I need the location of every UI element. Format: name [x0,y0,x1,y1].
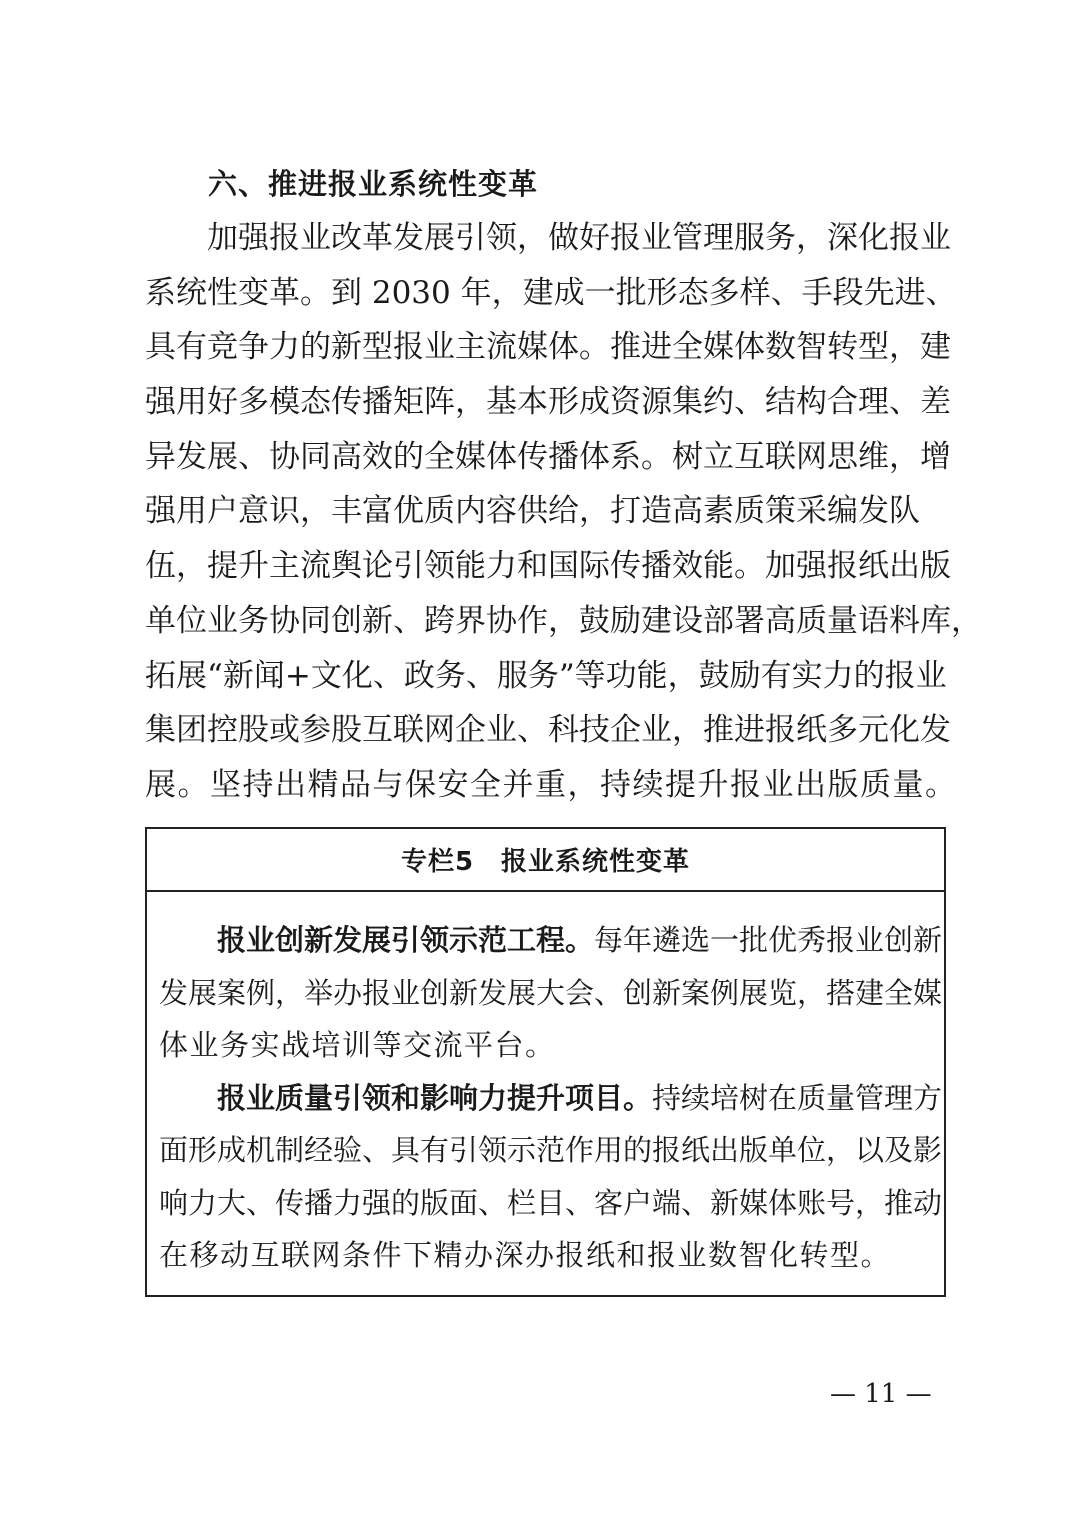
box-body [159,914,943,1282]
paragraph-line: 展。坚持出精品与保安全并重，持续提升报业出版质量。 [145,766,958,803]
paragraph-line: 强用好多模态传播矩阵，基本形成资源集约、结构合理、差 [145,384,951,421]
section-heading: 六、推进报业系统性变革 [208,167,539,201]
box-item-1-text: 每年遴选一批优秀报业创新 [594,923,943,957]
box-item-2-line [159,1072,943,1125]
paragraph-line: 单位业务协同创新、跨界协作，鼓励建设部署高质量语料库， [145,602,982,639]
box-item-1-lead: 报业创新发展引领示范工程。 [217,923,595,957]
box-title: 专栏5 报业系统性变革 [400,847,691,877]
box-item-1-line [159,914,943,967]
paragraph-line: 集团控股或参股互联网企业、科技企业，推进报纸多元化发 [145,712,951,749]
paragraph-line: 系统性变革。到 2030 年，建成一批形态多样、手段先进、 [145,274,957,311]
box-item-1-line: 体业务实战培训等交流平台。 [159,1028,556,1062]
paragraph-line: 具有竞争力的新型报业主流媒体。推进全媒体数智转型，建 [145,329,951,366]
box-item-2-lead: 报业质量引领和影响力提升项目。 [217,1080,653,1115]
body-paragraph [145,211,982,813]
box-item-1-line: 发展案例，举办报业创新发展大会、创新案例展览，搭建全媒 [159,975,943,1010]
sidebar-box-column-5 [145,827,946,1297]
box-item-2-line: 响力大、传播力强的版面、栏目、客户端、新媒体账号，推动 [159,1185,943,1220]
paragraph-line: 拓展“新闻+文化、政务、服务”等功能，鼓励有实力的报业 [145,657,947,694]
box-item-2-text: 持续培树在质量管理方 [652,1080,943,1115]
box-item-2-line: 在移动互联网条件下精办深办报纸和报业数智化转型。 [159,1238,892,1272]
paragraph-line: 异发展、协同高效的全媒体传播体系。树立互联网思维，增 [145,438,951,475]
paragraph-line: 强用户意识，丰富优质内容供给，打造高素质策采编发队 [145,493,920,530]
paragraph-line: 加强报业改革发展引领，做好报业管理服务，深化报业 [207,220,951,256]
paragraph-line: 伍，提升主流舆论引领能力和国际传播效能。加强报纸出版 [145,548,951,585]
page-number: — 11 — [830,1379,932,1409]
box-title-row [147,829,944,892]
box-item-2-line: 面形成机制经验、具有引领示范作用的报纸出版单位，以及影 [159,1133,943,1167]
